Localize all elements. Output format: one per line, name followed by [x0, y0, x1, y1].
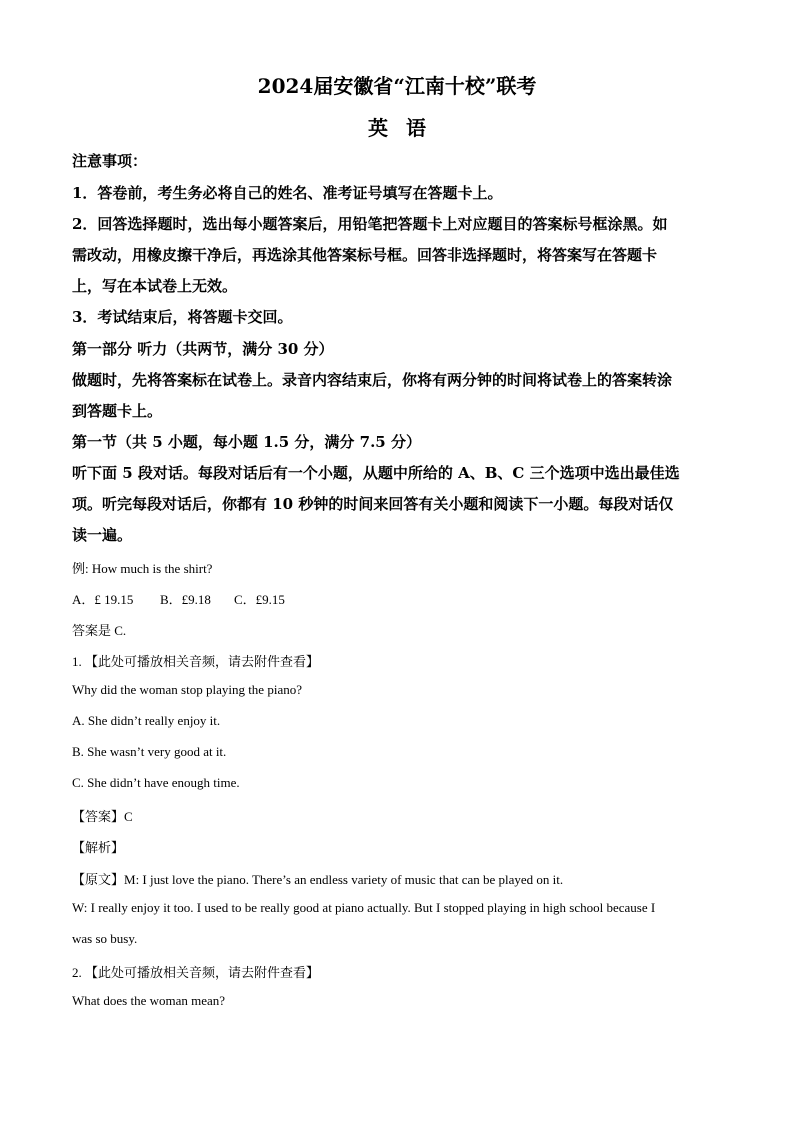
section1-instruction-3: 读一遍。 — [72, 526, 133, 544]
notice-item-2: 2．回答选择题时，选出每小题答案后，用铅笔把答题卡上对应题目的答案标号框涂黑。如 — [72, 215, 668, 233]
transcript-text: M: I just love the piano. There’s an endless variety of music that can be played on it. — [124, 872, 564, 887]
notice-item-2-cont: 需改动，用橡皮擦干净后，再选涂其他答案标号框。回答非选择题时，将答案写在答题卡 — [72, 246, 658, 264]
q1-transcript-1 — [72, 869, 732, 888]
part1-instruction-1: 做题时，先将答案标在试卷上。录音内容结束后，你将有两分钟的时间将试卷上的答案转涂 — [72, 371, 673, 389]
answer-label: 【答案】 — [72, 809, 125, 824]
section1-heading: 第一节（共 5 小题，每小题 1.5 分，满分 7.5 分） — [72, 433, 421, 451]
notice-item-1: 1．答卷前，考生务必将自己的姓名、准考证号填写在答题卡上。 — [72, 184, 503, 202]
example-options — [72, 589, 732, 608]
section1-instruction-1: 听下面 5 段对话。每段对话后有一个小题，从题中所给的 A、B、C 三个选项中选出最佳选 — [72, 464, 680, 482]
exam-title: 2024届安徽省“江南十校”联考 — [257, 74, 537, 98]
q1-transcript-3: was so busy. — [72, 931, 138, 946]
notice-heading: 注意事项： — [72, 152, 148, 170]
example-option-c: C．£9.15 — [234, 592, 285, 607]
part1-instruction-2: 到答题卡上。 — [72, 402, 163, 420]
section1-instruction-2: 项。听完每段对话后，你都有 10 秒钟的时间来回答有关小题和阅读下一小题。每段对话仅 — [72, 495, 674, 513]
q1-answer — [72, 806, 732, 825]
answer-value: C — [124, 809, 133, 824]
q1-number: 1. 【此处可播放相关音频，请去附件查看】 — [72, 654, 320, 669]
q1-option-b: B. She wasn’t very good at it. — [72, 744, 227, 759]
example-option-a: A．£ 19.15 — [72, 592, 134, 607]
q2-number: 2. 【此处可播放相关音频，请去附件查看】 — [72, 965, 320, 980]
q1-transcript-2: W: I really enjoy it too. I used to be really good at piano actually. But I stopped playing in high school because I — [72, 900, 656, 915]
q1-analysis-label: 【解析】 — [72, 840, 125, 855]
q1-question: Why did the woman stop playing the piano? — [72, 682, 302, 697]
example-option-b: B．£9.18 — [160, 592, 211, 607]
notice-item-3: 3．考试结束后，将答题卡交回。 — [72, 308, 293, 326]
q2-question: What does the woman mean? — [72, 993, 226, 1008]
exam-subject: 英语 — [368, 116, 444, 140]
q1-option-c: C. She didn’t have enough time. — [72, 775, 240, 790]
transcript-label: 【原文】 — [72, 872, 125, 887]
part1-heading: 第一部分 听力（共两节，满分 30 分） — [72, 340, 334, 358]
q1-option-a: A. She didn’t really enjoy it. — [72, 713, 221, 728]
example-question: 例: How much is the shirt? — [72, 561, 213, 576]
example-answer: 答案是 C. — [72, 623, 127, 638]
notice-item-2-end: 上，写在本试卷上无效。 — [72, 277, 238, 295]
